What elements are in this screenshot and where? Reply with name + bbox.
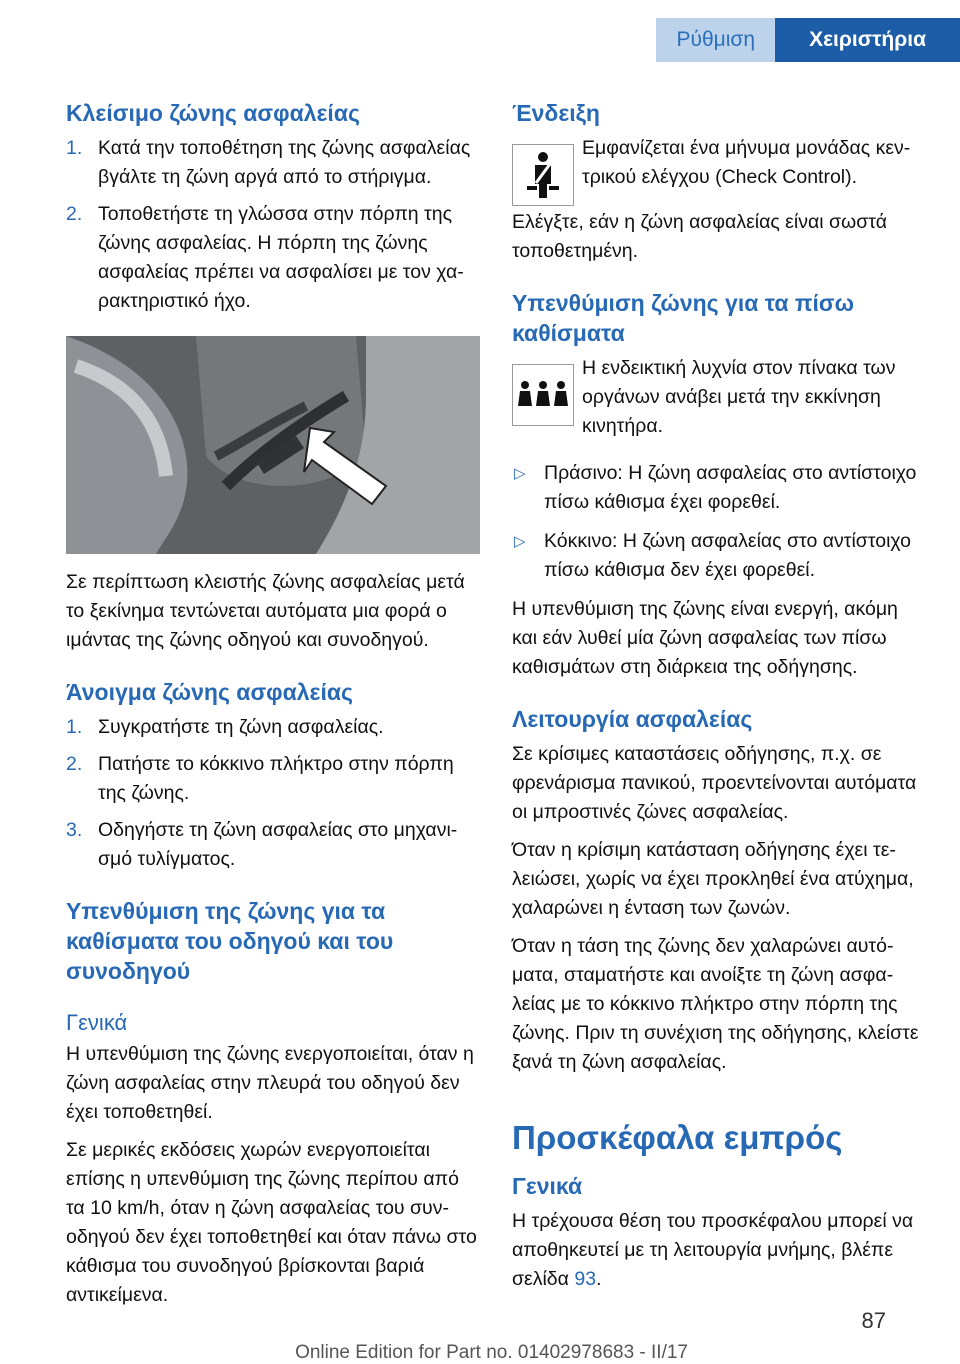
- step-text: Οδηγήστε τη ζώνη ασφαλείας στο μηχανισμό τυλίγματος.: [98, 819, 458, 870]
- indicator-text-2: Ελέγξτε, εάν η ζώνη ασφαλείας είναι σωστά τοποθετημένη.: [512, 211, 887, 262]
- page-number: 87: [861, 1308, 886, 1333]
- after-image-text: Σε περίπτωση κλειστής ζώνης ασφαλείας μετά το ξεκίνημα τεντώνεται αυτόματα μια φορά ο ιμάντας της ζώνης οδηγού και συνοδηγού.: [66, 571, 465, 651]
- safety-p3: Όταν η τάση της ζώνης δεν χαλαρώνει αυτόματα, σταματήστε και ανοίξτε τη ζώνη ασφαλείας με το κόκκινο πλήκτρο στην πόρπη της ζώνης. Πριν τη συνέχιση της οδήγησης, κλείστε ξανά τη ζώνη ασφαλείας.: [512, 935, 919, 1073]
- page-link[interactable]: 93: [574, 1268, 597, 1290]
- rear-bullets: [512, 459, 928, 585]
- step-text: Κατά την τοποθέτηση της ζώνης ασφαλείας βγάλτε τη ζώνη αργά από το στήριγμα.: [98, 137, 471, 188]
- header-tabs: [656, 18, 960, 62]
- triangle-bullet-icon: ▷: [514, 533, 526, 550]
- list-item: [66, 750, 480, 808]
- seatbelt-icon: [512, 144, 574, 206]
- list-item: [66, 200, 480, 316]
- opening-heading: Άνοιγμα ζώνης ασφαλείας: [66, 679, 353, 705]
- headrests-subheading: Γενικά: [512, 1173, 583, 1199]
- rear-heading: Υπενθύμιση ζώνης για τα πίσω καθίσματα: [512, 290, 855, 346]
- rear-text: Η ενδεικτική λυχνία στον πίνακα των οργάνων ανάβει μετά την εκκίνηση κινητήρα.: [582, 357, 896, 437]
- indicator-heading: Ένδειξη: [512, 100, 600, 126]
- step-number: 1.: [66, 137, 83, 159]
- list-item: [512, 527, 928, 585]
- list-item: [66, 713, 480, 742]
- list-item: [66, 134, 480, 192]
- triangle-bullet-icon: ▷: [514, 465, 526, 482]
- rear-seats-icon: [512, 364, 574, 426]
- footer-edition: Online Edition for Part no. 01402978683 - II/17: [295, 1342, 688, 1363]
- reminder-subheading: Γενικά: [66, 1010, 128, 1035]
- step-text: Πατήστε το κόκκινο πλήκτρο στην πόρπη της ζώνης.: [98, 753, 454, 804]
- list-item: [66, 816, 480, 874]
- closing-steps: [66, 134, 480, 316]
- rear-block: [512, 354, 928, 441]
- step-text: Συγκρατήστε τη ζώνη ασφαλείας.: [98, 716, 384, 738]
- seatbelt-photo: [66, 336, 480, 554]
- headrests-text: Η τρέχουσα θέση του προσκέφαλου μπορεί να αποθηκευτεί με τη λειτουργία μνήμης, βλέπε σελίδα: [512, 1210, 914, 1290]
- step-number: 1.: [66, 716, 83, 738]
- left-column: [66, 98, 480, 1319]
- indicator-text: Εμφανίζεται ένα μήνυμα μονάδας κεντρικού ελέγχου (Check Control).: [582, 137, 911, 188]
- bullet-text: Πράσινο: Η ζώνη ασφαλείας στο αντίστοιχο πίσω κάθισμα έχει φορεθεί.: [544, 462, 917, 513]
- right-column: [512, 98, 928, 1303]
- list-item: [512, 459, 928, 517]
- step-text: Τοποθετήστε τη γλώσσα στην πόρπη της ζώνης ασφαλείας. Η πόρπη της ζώνης ασφαλείας πρέπει να ασφαλίσει με τον χαρακτηριστικό ήχο.: [98, 203, 464, 312]
- reminder-p1: Η υπενθύμιση της ζώνης ενεργοποιείται, όταν η ζώνη ασφαλείας στην πλευρά του οδηγού δεν έχει τοποθετηθεί.: [66, 1043, 474, 1123]
- reminder-p2: Σε μερικές εκδόσεις χωρών ενεργοποιείται επίσης η υπενθύμιση της ζώνης περίπου από τα 10 km/h, όταν η ζώνη ασφαλείας του συνοδηγού δεν έχει τοποθετηθεί και όταν πάνω στο κάθισμα του συνοδηγού βρίσκονται βαριά αντικείμενα.: [66, 1139, 477, 1306]
- reminder-heading: Υπενθύμιση της ζώνης για τα καθίσματα του οδηγού και του συνοδηγού: [66, 898, 394, 984]
- headrests-heading: Προσκέφαλα εμπρός: [512, 1119, 843, 1156]
- opening-steps: [66, 713, 480, 874]
- tab-controls[interactable]: Χειριστήρια: [775, 18, 960, 62]
- safety-p2: Όταν η κρίσιμη κατάσταση οδήγησης έχει τελειώσει, χωρίς να έχει προκληθεί ένα ατύχημα, χαλαρώνει η ένταση των ζωνών.: [512, 839, 914, 919]
- tab-setup[interactable]: Ρύθμιση: [656, 18, 775, 62]
- rear-p: Η υπενθύμιση της ζώνης είναι ενεργή, ακόμη και εάν λυθεί μία ζώνη ασφαλείας των πίσω καθισμάτων στη διάρκεια της οδήγησης.: [512, 598, 898, 678]
- headrests-text-block: [512, 1207, 928, 1294]
- step-number: 2.: [66, 753, 83, 775]
- bullet-text: Κόκκινο: Η ζώνη ασφαλείας στο αντίστοιχο πίσω κάθισμα δεν έχει φορεθεί.: [544, 530, 911, 581]
- closing-heading: Κλείσιμο ζώνης ασφαλείας: [66, 100, 360, 126]
- indicator-block: [512, 134, 928, 206]
- step-number: 3.: [66, 819, 83, 841]
- safety-p1: Σε κρίσιμες καταστάσεις οδήγησης, π.χ. σε φρενάρισμα πανικού, προεντείνονται αυτόματα οι μπροστινές ζώνες ασφαλείας.: [512, 743, 917, 823]
- step-number: 2.: [66, 203, 83, 225]
- headrests-after: .: [596, 1268, 602, 1290]
- safety-heading: Λειτουργία ασφαλείας: [512, 706, 753, 732]
